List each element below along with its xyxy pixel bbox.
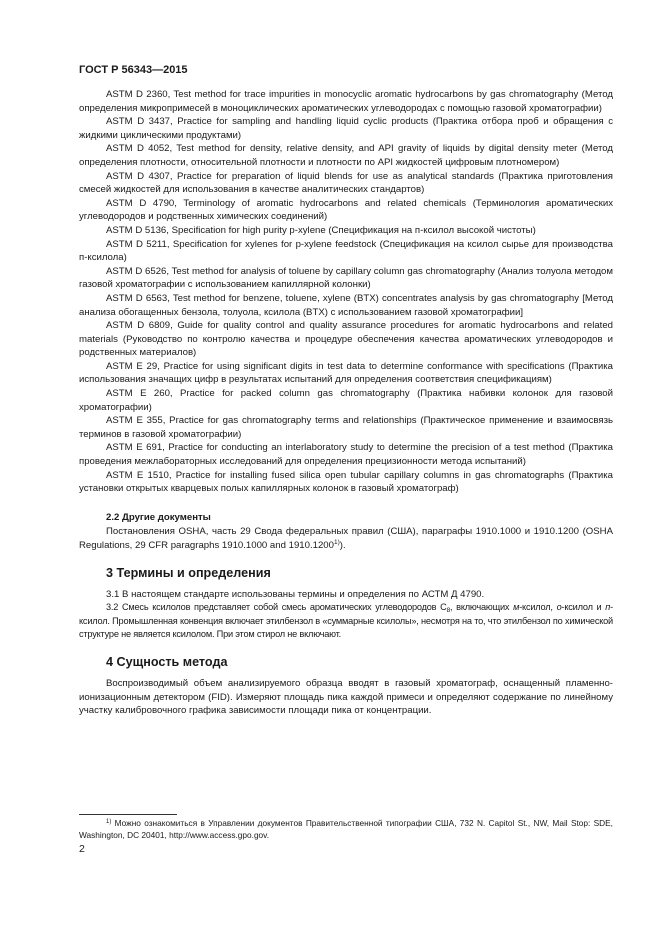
- section-2-2-heading: 2.2 Другие документы: [106, 511, 211, 523]
- reference-item: ASTM D 6526, Test method for analysis of toluene by capillary column gas chromatography (Анализ толуола методом газовой хроматографии с использованием капиллярной колонки): [79, 265, 613, 291]
- footnote-divider: [79, 814, 177, 815]
- reference-item: ASTM D 6809, Guide for quality control and quality assurance procedures for aromatic hydrocarbons and related materials (Руководство по контролю качества и процедуре обеспечения качества ароматических углеводородов и родственных материалов): [79, 320, 613, 359]
- section-4-paragraph: Воспроизводимый объем анализируемого образца вводят в газовый хроматограф, оснащенный пламенно-ионизационным детектором (FID). Измеряют площадь пика каждой примеси и определяют содержание по линейному участку калибровочного графика зависимости площади пика от концентрации.: [79, 677, 613, 717]
- reference-item: ASTM E 691, Practice for conducting an interlaboratory study to determine the precision of a test method (Практика проведения межлабораторных исследований для определения прецизионности метода испытаний): [79, 442, 613, 468]
- references-list: [79, 88, 613, 496]
- xylene-text-c: -ксилол,: [519, 602, 557, 613]
- footnote-reference: 1): [333, 539, 340, 546]
- footnote-body: Можно ознакомиться в Управлении документов Правительственной типографии США, 732 N. Capitol St., NW, Mail Stop: SDE, Washington, DC 20401, http://www.access.gpo.gov.: [79, 818, 613, 840]
- page-number: 2: [79, 843, 85, 855]
- xylene-text-a: 3.2 Смесь ксилолов представляет собой смесь ароматических углеводородов С: [106, 602, 447, 613]
- document-code-header: ГОСТ Р 56343—2015: [79, 64, 188, 76]
- xylene-text-d: -ксилол и: [561, 602, 606, 613]
- xylene-text-b: , включающих: [450, 602, 514, 613]
- reference-item: ASTM D 2360, Test method for trace impurities in monocyclic aromatic hydrocarbons by gas chromatography (Метод определения микропримесей в моноциклических ароматических углеводородах с помощью газовой хроматографии): [79, 89, 613, 114]
- section-4-heading: 4 Сущность метода: [106, 654, 228, 669]
- reference-item: ASTM D 6563, Test method for benzene, toluene, xylene (BTX) concentrates analysis by gas chromatography [Метод анализа обогащенных бензола, толуола, ксилола (BTX) с использованием газовой хроматографии]: [79, 292, 613, 318]
- meta-prefix: м: [513, 602, 520, 613]
- section-3-heading: 3 Термины и определения: [106, 565, 271, 580]
- reference-item: ASTM D 5211, Specification for xylenes for p-xylene feedstock (Спецификация на ксилол сырье для производства п-ксилола): [79, 238, 613, 264]
- section-2-2-paragraph: [79, 525, 613, 552]
- reference-item: ASTM D 4052, Test method for density, relative density, and API gravity of liquids by digital density meter (Метод определения плотности, относительной плотности и плотности по API жидкостей цифровым плотномером): [79, 143, 613, 168]
- section-3-2-paragraph: [79, 601, 613, 642]
- para-prefix: п: [605, 602, 611, 613]
- xylene-text-e: -ксилол. Промышленная конвенция включает этилбензол в «суммарные ксилолы», несмотря на то, что этилбензол по химической структуре не является ксилолом. При этом стирол не включают.: [79, 602, 613, 640]
- footnote-text: [79, 818, 613, 841]
- reference-item: ASTM D 3437, Practice for sampling and handling liquid cyclic products (Практика отбора проб и обращения с жидкими циклическими продуктами): [79, 116, 613, 141]
- footnote-area: [79, 814, 613, 841]
- reference-item: ASTM E 1510, Practice for installing fused silica open tubular capillary columns in gas chromatographs (Практика установки открытых кварцевых полых капиллярных колонок в газовый хроматограф): [79, 469, 613, 495]
- ortho-prefix: о: [556, 602, 562, 613]
- reference-item: ASTM E 29, Practice for using significant digits in test data to determine conformance with specifications (Практика использования значащих цифр в результатах испытаний для определения соответствия спецификациям): [79, 360, 613, 386]
- reference-item: ASTM E 355, Practice for gas chromatography terms and relationships (Практическое применение и взаимосвязь терминов в газовой хроматографии): [79, 415, 613, 440]
- section-3-1-paragraph: 3.1 В настоящем стандарте использованы термины и определения по АСТМ Д 4790.: [106, 588, 485, 600]
- reference-item: ASTM D 4307, Practice for preparation of liquid blends for use as analytical standards (Практика приготовления смесей жидкостей для использования в качестве аналитических стандартов): [79, 170, 613, 196]
- osha-text-end: ).: [339, 540, 346, 551]
- footnote-marker: 1): [106, 819, 112, 825]
- carbon-subscript: 8: [446, 607, 451, 615]
- reference-item: ASTM D 4790, Terminology of aromatic hydrocarbons and related chemicals (Терминология ароматических углеводородов и родственных химических соединений): [79, 197, 613, 223]
- reference-item: ASTM E 260, Practice for packed column gas chromatography (Практика набивки колонок для газовой хроматографии): [79, 388, 613, 413]
- reference-item: ASTM D 5136, Specification for high purity p-xylene (Спецификация на п-ксилол высокой чистоты): [106, 224, 536, 236]
- page-content: [79, 88, 613, 718]
- osha-text: Постановления OSHA, часть 29 Свода федеральных правил (США), параграфы 1910.1000 и 1910.1200 (OSHA Regulations, 29 CFR paragraphs 1910.1000 and 1910.1200: [79, 526, 613, 551]
